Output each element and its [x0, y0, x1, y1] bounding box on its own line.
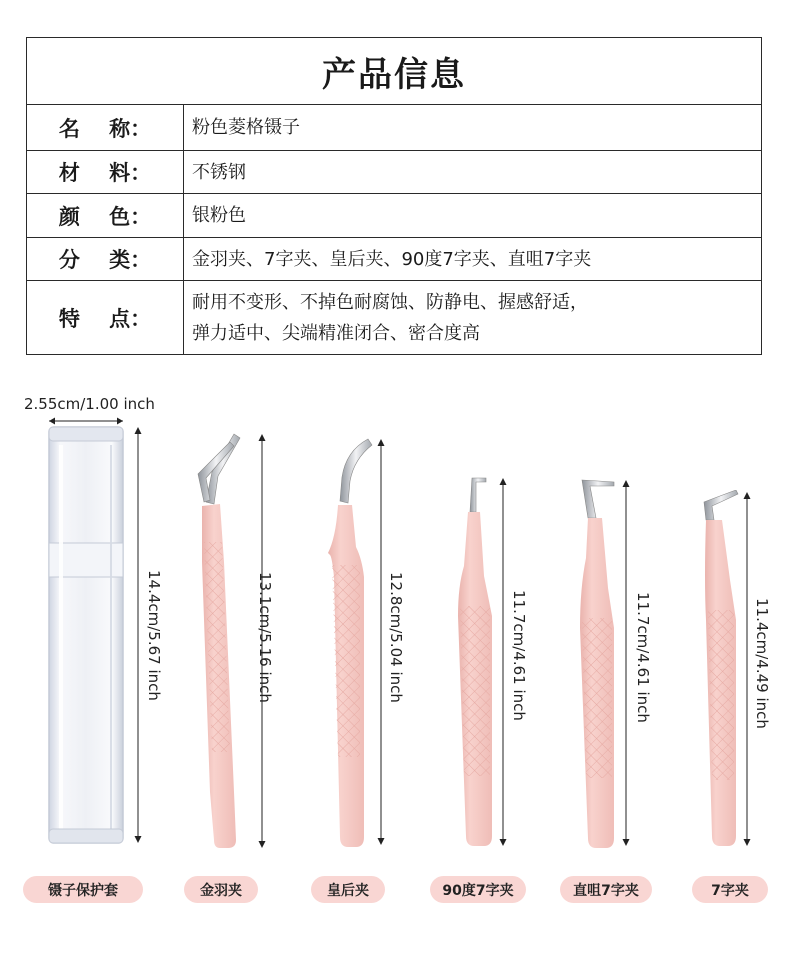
info-row-name: [27, 105, 761, 151]
straight-tip-length-label: 11.7cm/4.61 inch: [634, 592, 652, 723]
90-degree-length-arrow: [497, 476, 509, 848]
straight-tip-tweezer-image: [574, 478, 622, 850]
info-value: [184, 281, 761, 355]
product-label-case: 镊子保护套: [23, 876, 143, 903]
90-degree-length-label: 11.7cm/4.61 inch: [510, 590, 528, 721]
90-degree-tweezer-image: [452, 476, 498, 848]
info-value-line: 弹力适中、尖端精准闭合、密合度高: [192, 323, 480, 344]
product-label-golden-feather: 金羽夹: [184, 876, 258, 903]
7-shape-tweezer-image: [700, 490, 744, 848]
golden-feather-tweezer-image: [190, 432, 246, 850]
7-shape-length-label: 11.4cm/4.49 inch: [753, 598, 771, 729]
product-label-90-degree: 90度7字夹: [430, 876, 526, 903]
info-value: [184, 238, 761, 280]
info-label: 分 类：: [27, 238, 184, 280]
case-width-label: 2.55cm/1.00 inch: [24, 395, 155, 413]
info-value: [184, 105, 761, 150]
golden-feather-length-label: 13.1cm/5.16 inch: [256, 572, 274, 703]
queen-length-label: 12.8cm/5.04 inch: [387, 572, 405, 703]
tweezer-case-image: [47, 425, 125, 845]
info-value-text: 粉色菱格镊子: [192, 117, 300, 138]
info-value-text: 银粉色: [192, 205, 246, 226]
info-value-text: 金羽夹、7字夹、皇后夹、90度7字夹、直咀7字夹: [192, 248, 592, 270]
info-label: 材 料：: [27, 151, 184, 193]
info-label: 特 点：: [27, 281, 184, 355]
product-info-table: [26, 37, 762, 355]
info-row-material: [27, 151, 761, 194]
queen-length-arrow: [375, 437, 387, 847]
7-shape-length-arrow: [741, 490, 753, 848]
info-value: [184, 151, 761, 193]
info-label: 颜 色：: [27, 194, 184, 237]
info-row-color: [27, 194, 761, 238]
product-label-queen: 皇后夹: [311, 876, 385, 903]
case-length-arrow: [132, 425, 144, 845]
info-row-features: [27, 281, 761, 355]
product-label-straight-tip: 直咀7字夹: [560, 876, 652, 903]
queen-tweezer-image: [326, 437, 380, 849]
table-title: 产品信息: [27, 38, 761, 105]
case-length-label: 14.4cm/5.67 inch: [145, 570, 163, 701]
info-label: 名 称：: [27, 105, 184, 150]
info-value-line: 耐用不变形、不掉色耐腐蚀、防静电、握感舒适，: [192, 292, 588, 313]
info-value-text: 不锈钢: [192, 161, 246, 183]
info-value: [184, 194, 761, 237]
straight-tip-length-arrow: [620, 478, 632, 848]
product-label-7-shape: 7字夹: [692, 876, 768, 903]
info-row-category: [27, 238, 761, 281]
